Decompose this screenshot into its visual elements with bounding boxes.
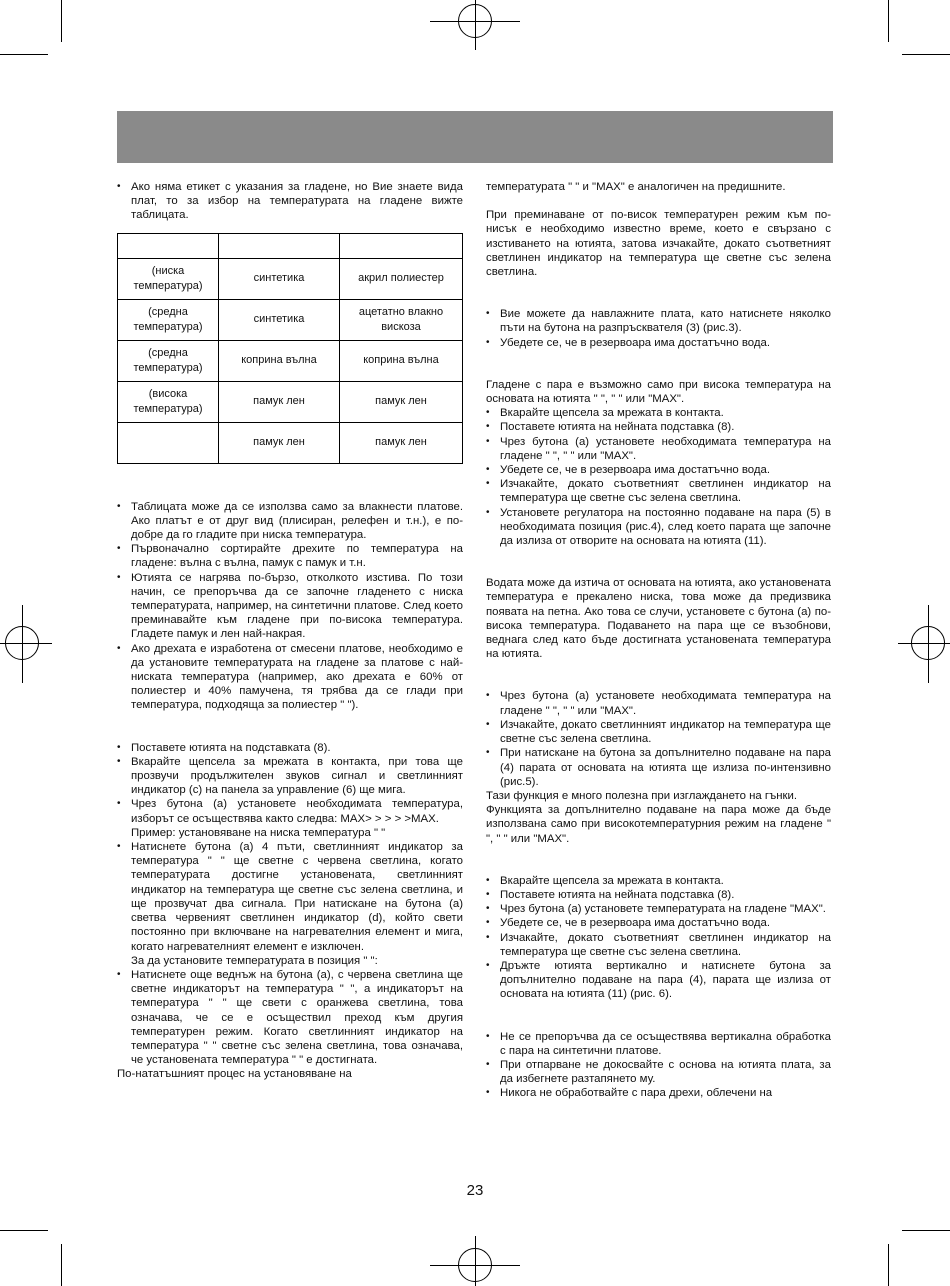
- list-item: • Таблицата може да се използва само за влакнести платове. Ако платът е от друг вид (плисиран, релефен и т.н.), е по-добре да го гладите при ниска температура.: [117, 500, 463, 543]
- table-cell: акрил полиестер: [340, 258, 463, 299]
- page-number: 23: [466, 1182, 484, 1199]
- table-cell: синтетика: [219, 299, 340, 340]
- intro-text: • Ако няма етикет с указания за гладене, но Вие знаете вида плат, то за избор на температурата на гладене вижте таблицата.: [117, 180, 463, 223]
- list-item: • Вкарайте щепсела за мрежата в контакта.: [486, 406, 831, 420]
- table-header-row: [118, 233, 463, 258]
- table-cell: (средна температура): [118, 299, 219, 340]
- table-cell: (висока температура): [118, 381, 219, 422]
- steam-intro: Гладене с пара е възможно само при висока температура на основата на ютията " ", " " или "MAX".: [486, 378, 831, 406]
- left-column: [117, 180, 463, 1082]
- table-cell: памук лен: [219, 381, 340, 422]
- list-item: • Вкарайте щепсела за мрежата в контакта, при това ще прозвучи продължителен звуков сигнал и светлинният индикатор (с) на панела за управление (6) ще мига.: [117, 755, 463, 798]
- table-row: [118, 340, 463, 381]
- table-cell: памук лен: [219, 422, 340, 463]
- table-row: [118, 258, 463, 299]
- list-item: • Поставете ютията на нейната подставка (8).: [486, 888, 831, 902]
- list-item: • Първоначално сортирайте дрехите по температура на гладене: вълна с вълна, памук с памук и т.н.: [117, 542, 463, 570]
- continued-text: По-нататъшният процес на установяване на: [117, 1068, 352, 1081]
- table-cell: памук лен: [340, 381, 463, 422]
- list-item: • Ютията се нагрява по-бързо, отколкото изстива. По този начин, се препоръчва да се започне гладенето с ниска температурата, например, на синтетични платове. След което преминавайте към гладене при по-висока температура. Гладете памук и лен най-накрая.: [117, 571, 463, 642]
- list-item: • Вкарайте щепсела за мрежата в контакта.: [486, 874, 831, 888]
- table-cell: (ниска температура): [118, 258, 219, 299]
- table-cell: [118, 422, 219, 463]
- list-item: • Не се препоръчва да се осъществява вертикална обработка с пара на синтетични платове.: [486, 1030, 831, 1058]
- list-item: • Чрез бутона (а) установете необходимата температура, изборът се осъществява както следва: MAX> > > > >MAX.: [117, 797, 463, 825]
- list-item: • Натиснете още веднъж на бутона (а), с червена светлина ще светне индикаторът на температура " ", а индикаторът на температура " " ще свети с оранжева светлина, това означава, че се е осъществил преход към другия температурен режим. Когато светлинният индикатор на температура " " светне със зелена светлина, това означава, че установената температура " " е достигната.: [117, 968, 463, 1067]
- list-item: • При натискане на бутона за допълнително подаване на пара (4) парата от основата на ютията ще излиза по-интензивно (рис.5).: [486, 746, 831, 789]
- list-item: • Ако дрехата е изработена от смесени платове, необходимо е да установите температурата на гладене за платове с най-ниската температура (например, ако дрехата е 60% от полиестер и 40% памучена, тя трябва да се глади при температура, подходяща за полиестер " ").: [117, 642, 463, 713]
- right-column: [486, 180, 831, 1101]
- position-note: За да установите температурата в позиция " ":: [131, 954, 378, 967]
- list-item: • Изчакайте, докато съответният светлинен индикатор на температура ще светне със зелена светлина.: [486, 931, 831, 959]
- table-cell: синтетика: [219, 258, 340, 299]
- list-item: • Чрез бутона (а) установете необходимата температура на гладене " ", " " или "MAX".: [486, 435, 831, 463]
- section-header-bar: [117, 111, 833, 163]
- table-cell: (средна температура): [118, 340, 219, 381]
- table-header-cell: [118, 233, 219, 258]
- table-row: [118, 422, 463, 463]
- list-item: • Чрез бутона (а) установете температурата на гладене "MAX".: [486, 902, 831, 916]
- list-item: • Натиснете бутона (а) 4 пъти, светлинният индикатор за температура " " ще светне с червена светлина, когато температурата достигне установената, светлинният индикатор на температура ще светне със зелена светлина, и ще прозвучат два сигнала. При натискане на бутона (а) светва червеният светлинен индикатор (d), който свети постоянно при включване на нагревателния елемент и мига, когато нагревателният елемент е изключен.: [117, 840, 463, 954]
- list-item: • При отпарване не докосвайте с основа на ютията плата, за да избегнете разтапянето му.: [486, 1058, 831, 1086]
- list-item: • Вие можете да навлажните плата, като натиснете няколко пъти на бутона на разпръсквателя (3) (рис.3).: [486, 307, 831, 335]
- list-item: • Изчакайте, докато светлинният индикатор на температура ще светне със зелена светлина.: [486, 718, 831, 746]
- list-item: • Никога не обработвайте с пара дрехи, облечени на: [486, 1086, 831, 1100]
- list-item: • Установете регулатора на постоянно подаване на пара (5) в необходимата позиция (рис.4), след което парата ще започне да излиза от отворите на основата на ютията (11).: [486, 506, 831, 549]
- ironing-temperature-table: [117, 233, 463, 464]
- list-item: • Поставете ютията на нейната подставка (8).: [486, 420, 831, 434]
- cooling-paragraph: При преминаване от по-висок температурен режим към по-нисък е необходимо известно време, което е свързано с изстиването на ютията, затова изчакайте, докато съответният светлинен индикатор на температура ще светне със зелена светлина.: [486, 209, 831, 279]
- list-item: • Убедете се, че в резервоара има достатъчно вода.: [486, 336, 831, 350]
- water-leak-paragraph: Водата може да изтича от основата на ютията, ако установената температура е прекалено ниска, това може да предизвика появата на петна. Ако това се случи, установете с бутона (а) по-висока температура. Подаването на пара ще се възобнови, веднага след като бъде достигната установената температура на ютията.: [486, 577, 831, 661]
- list-item: • Чрез бутона (а) установете необходимата температура на гладене " ", " " или "MAX".: [486, 689, 831, 717]
- list-item: • Поставете ютията на подставката (8).: [117, 741, 463, 755]
- burst-note: Тази функция е много полезна при изглаждането на гънки.: [486, 789, 797, 802]
- table-cell: ацетатно влакно вискоза: [340, 299, 463, 340]
- burst-note: Функцията за допълнително подаване на пара може да бъде използвана само при високотемпературния режим на гладене " ", " " или "MAX".: [486, 804, 831, 845]
- continued-text: температурата " " и "MAX" е аналогичен на предишните.: [486, 181, 786, 193]
- list-item: • Дръжте ютията вертикално и натиснете бутона за допълнително подаване на пара (4), парата ще излиза от основата на ютията (11) (рис. 6).: [486, 959, 831, 1002]
- list-item: • Убедете се, че в резервоара има достатъчно вода.: [486, 463, 831, 477]
- list-item: • Изчакайте, докато съответният светлинен индикатор на температура ще светне със зелена светлина.: [486, 477, 831, 505]
- table-header-cell: [340, 233, 463, 258]
- table-cell: коприна вълна: [219, 340, 340, 381]
- table-header-cell: [219, 233, 340, 258]
- table-cell: памук лен: [340, 422, 463, 463]
- table-row: [118, 299, 463, 340]
- list-item: • Убедете се, че в резервоара има достатъчно вода.: [486, 916, 831, 930]
- example-text: Пример: установяване на ниска температура " ": [131, 826, 386, 839]
- table-row: [118, 381, 463, 422]
- table-cell: коприна вълна: [340, 340, 463, 381]
